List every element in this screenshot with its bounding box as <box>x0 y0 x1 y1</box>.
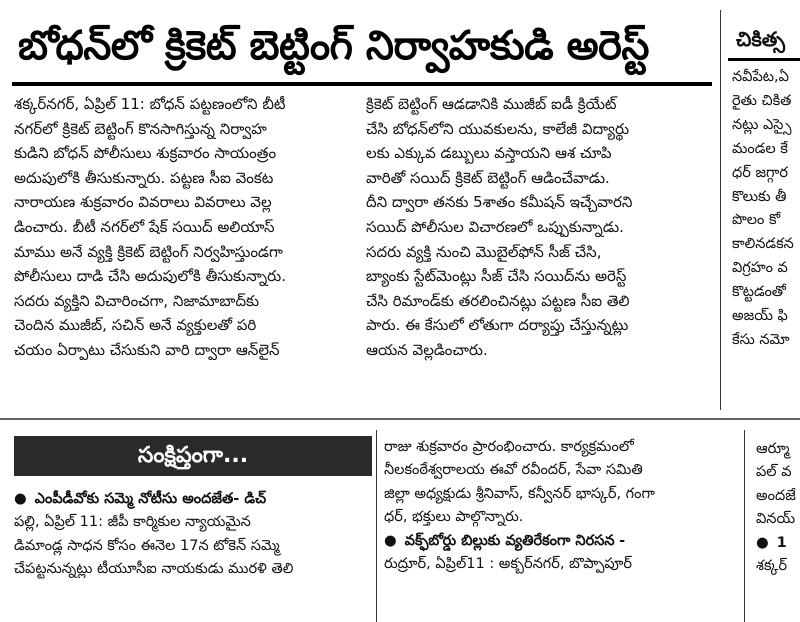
text-line: నీలకంఠేశ్వరాలయ ఈవో రవీందర్, సేవా సమితి <box>384 462 643 479</box>
text-line: శక్కర్‌నగర్, ఏప్రిల్ 11: బోధన్ పట్టణంలోని బీటీ <box>14 95 286 113</box>
briefs-section-header: సంక్షిప్తంగా... <box>14 436 372 476</box>
text-line: వారితో సయిద్ క్రికెట్ బెట్టింగ్ ఆడించేవాడు. <box>366 168 610 187</box>
text-line: సదరు వ్యక్తిని విచారించగా, నిజామాబాద్‌కు <box>14 291 260 310</box>
text-line: కేసు నమో <box>732 331 790 348</box>
text-line: మండల కే <box>732 140 788 157</box>
article-column-2 <box>366 92 710 363</box>
text-line: పల్లి, ఏప్రిల్ 11: జీపీ కార్మికుల న్యాయమైన <box>14 514 251 531</box>
text-line: ధర్ జగ్గార <box>732 164 788 181</box>
text-line: లకు ఎక్కువ డబ్బులు వస్తాయని ఆశ చూపి <box>366 144 612 163</box>
text-line: చెందిన ముజీబ్, సచిన్ అనే వ్యక్తులతో పరి <box>14 316 257 335</box>
text-line: జిల్లా అధ్యక్షుడు శ్రీనివాస్, కన్వీనర్ భాస్కర్, గంగా <box>384 485 655 502</box>
column-divider <box>376 430 377 622</box>
text-line: రాజు శుక్రవారం ప్రారంభించారు. కార్యక్రమంలో <box>384 439 634 455</box>
text-line: అందజే <box>756 487 796 504</box>
text-line: నవీపేట,ఏ <box>732 69 789 85</box>
side-title-rule <box>728 58 800 61</box>
text-line: రుద్రూర్, ఏప్రిల్11 : అక్బర్‌నగర్, బొప్పాపూర్ <box>384 556 632 573</box>
bullet-icon: ● <box>384 532 397 549</box>
text-line: నట్లు ఎస్సై <box>732 116 792 133</box>
text-line: ఆర్మూ <box>756 441 790 457</box>
text-line: కుడిని బోధన్ పోలీసులు శుక్రవారం సాయంత్రం <box>14 144 277 163</box>
brief-heading-line <box>14 488 374 511</box>
section-divider <box>0 418 800 420</box>
column-divider <box>744 430 745 622</box>
text-line: ధర్, భక్తులు పాల్గొన్నారు. <box>384 509 524 526</box>
text-line: మాము అనే వ్యక్తి క్రికెట్ బెట్టింగ్ నిర్వహిస్తుండగా <box>14 242 283 261</box>
text-line: పోలీసులు దాడి చేసి అదుపులోకి తీసుకున్నారు. <box>14 267 287 286</box>
side-article-column <box>732 66 800 353</box>
briefs-column-2 <box>384 436 736 576</box>
text-line: పారు. ఈ కేసులో లోతుగా దర్యాప్తు చేస్తున్నట్లు <box>366 316 629 335</box>
text-line: సదరు వ్యక్తి నుంచి మొబైల్‌ఫోన్ సీజ్ చేసి, <box>366 242 602 261</box>
text-line: నారాయణ శుక్రవారం వివరాలు వివరాలు వెల్ల <box>14 193 272 212</box>
text-line: ఆయన వెల్లడించారు. <box>366 340 488 359</box>
text-line: నగర్‌లో క్రికెట్ బెట్టింగ్ కొనసాగిస్తున్న నిర్వాహ <box>14 119 267 138</box>
text-line: విగ్రహం వ <box>732 260 788 277</box>
briefs-column-3 <box>756 438 800 578</box>
text-line: అదుపులోకి తీసుకున్నారు. పట్టణ సీఐ వెంకట <box>14 168 274 187</box>
text-line: అజయ్ ఫి <box>732 308 788 325</box>
text-line: రైతు చికిత <box>732 92 792 109</box>
brief-heading: 1 <box>776 534 787 551</box>
text-line: చేపట్టనున్నట్లు టీయూసీఐ నాయకుడు మురళి తెలి <box>14 561 294 578</box>
article-column-1 <box>14 92 356 363</box>
text-line: డించారు. బీటీ నగర్‌లో షేక్ సయిద్ అలియాస్ <box>14 217 275 236</box>
text-line: దీని ద్వారా తనకు 5శాతం కమీషన్ ఇచ్చేవారని <box>366 193 633 212</box>
bullet-icon: ● <box>14 491 27 507</box>
brief-heading-suffix: - డిచ్ <box>233 491 267 507</box>
brief-heading-line <box>756 532 800 555</box>
text-line: కాలినడకన <box>732 236 794 253</box>
headline-rule <box>12 82 712 86</box>
brief-heading: వక్ఫ్‌బోర్డు బిల్లుకు వ్యతిరేకంగా నిరసన <box>404 532 615 549</box>
text-line: పల్ వ <box>756 464 792 481</box>
briefs-column-1 <box>14 488 374 582</box>
text-line: శక్కర్ <box>756 558 788 575</box>
text-line: సయిద్ పోలీసుల విచారణలో ఒప్పుకున్నాడు. <box>366 217 624 236</box>
text-line: చేసి రిమాండ్‌కు తరలించినట్లు పట్టణ సీఐ తెలి <box>366 291 630 310</box>
text-line: క్రికెట్ బెట్టింగ్ ఆడడానికి ముజీబ్ ఐడీ క్రియేట్ <box>366 95 617 113</box>
column-divider <box>720 10 721 410</box>
article-headline: బోధన్‌లో క్రికెట్ బెట్టింగ్ నిర్వాహకుడి అరెస్ట్ <box>18 23 649 69</box>
text-line: వినయ్ <box>756 511 796 528</box>
brief-heading: ఎంపీడీవోకు సమ్మె నోటీసు అందజేత <box>34 491 234 507</box>
text-line: బ్యాంకు స్టేట్‌మెంట్లు సీజ్ చేసి సయిద్‌ను అరెస్ట్ <box>366 267 627 286</box>
text-line: పొలం కో <box>732 212 781 229</box>
side-article-title: చికిత్స <box>736 27 786 51</box>
text-line: చేసి బోధన్‌లోని యువకులను, కాలేజీ విద్యార్థు <box>366 119 630 138</box>
text-line: కొలుకు తీ <box>732 188 787 205</box>
brief-heading-line <box>384 530 736 553</box>
text-line: కొట్టడంతో <box>732 284 786 301</box>
brief-heading-suffix: - <box>619 532 626 549</box>
text-line: చయం ఏర్పాటు చేసుకుని వారి ద్వారా ఆన్‌లైన్ <box>14 340 280 359</box>
bullet-icon: ● <box>756 534 769 551</box>
text-line: డిమాండ్ల సాధన కోసం ఈనెల 17న టోకెన్ సమ్మె <box>14 537 280 554</box>
